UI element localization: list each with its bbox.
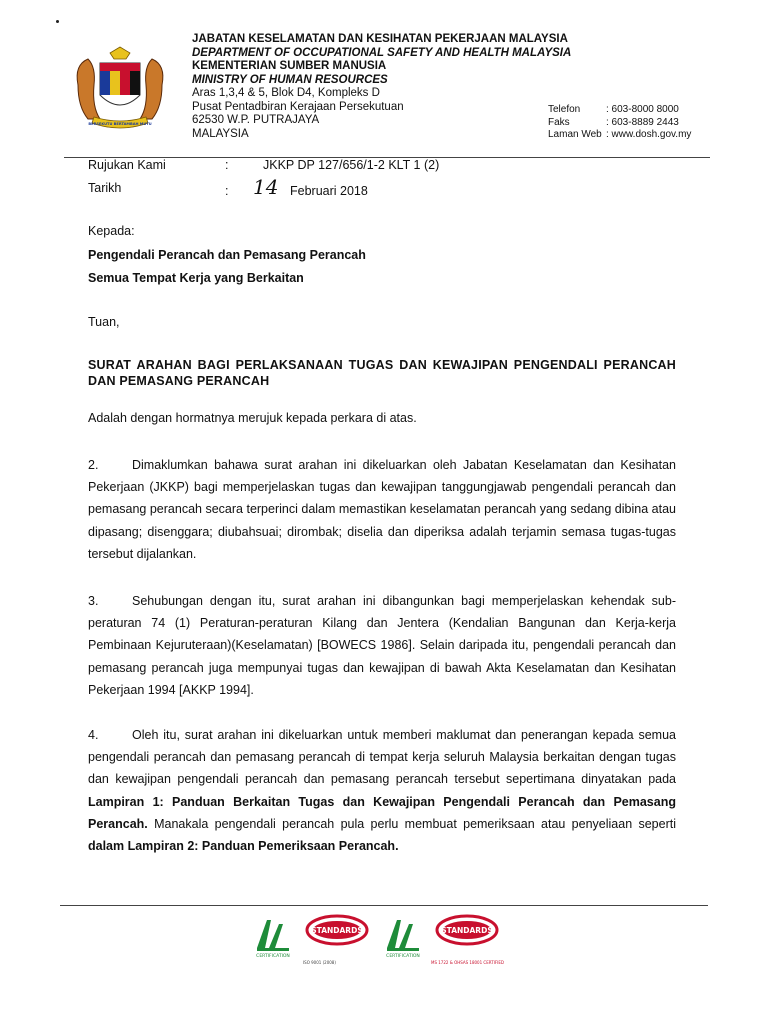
web-value: : www.dosh.gov.my: [606, 129, 692, 140]
phone-value: : 603-8000 8000: [606, 104, 679, 115]
certification-logo-2: [386, 920, 420, 959]
department-name-english: DEPARTMENT OF OCCUPATIONAL SAFETY AND HEALTH MALAYSIA: [192, 46, 572, 59]
address-line-2: Pusat Pentadbiran Kerajaan Persekutuan: [192, 100, 404, 113]
standards-text-1: STANDARDS: [311, 926, 363, 935]
phone-label: Telefon: [548, 104, 581, 115]
paragraph-4-text-1: Oleh itu, surat arahan ini dikeluarkan untuk memberi maklumat dan penerangan kepada semua pengendali perancah dan pemasang perancah di tempat kerja seluruh Malaysia berkaitan dengan tugas dan kewajipan pengendali perancah dan pemasang perancah tersebut sepertimana dinyatakan pada: [88, 728, 676, 787]
address-line-3: 62530 W.P. PUTRAJAYA: [192, 114, 320, 126]
attachment-1-reference: Lampiran 1: Panduan Berkaitan Tugas dan Kewajipan Pengendali Perancah dan Pemasang Perancah.: [88, 794, 676, 831]
paragraph-3: [88, 590, 676, 701]
subject-line: SURAT ARAHAN BAGI PERLAKSANAAN TUGAS DAN KEWAJIPAN PENGENDALI PERANCAH DAN PEMASANG PERANCAH: [88, 358, 676, 388]
reference-row: [88, 158, 688, 178]
paragraph-4-text-2: Manakala pengendali perancah pula perlu membuat pemeriksaan atau penyeliaan seperti: [147, 816, 676, 831]
department-name-malay: JABATAN KESELAMATAN DAN KESIHATAN PEKERJAAN MALAYSIA: [192, 33, 568, 45]
svg-text:BERSEKUTU BERTAMBAH MUTU: BERSEKUTU BERTAMBAH MUTU: [88, 122, 152, 126]
letterhead: [192, 33, 571, 141]
paragraph-4-number: 4.: [88, 728, 99, 742]
fax-value: : 603-8889 2443: [606, 116, 679, 128]
recipient-to-label: Kepada:: [88, 224, 135, 238]
date-day-handwritten: 14: [253, 175, 279, 199]
reference-colon: :: [225, 158, 229, 172]
cert-label-1: CERTIFICATION: [256, 954, 290, 959]
date-month-year: Februari 2018: [290, 184, 368, 198]
fax-label: Faks: [548, 116, 570, 128]
date-row: [88, 175, 688, 201]
cert-line-2: MS 1722 & OHSAS 18001 CERTIFIED: [431, 960, 504, 965]
certification-logos: [255, 908, 515, 972]
paragraph-3-number: 3.: [88, 594, 99, 608]
ministry-name-english: MINISTRY OF HUMAN RESOURCES: [192, 73, 388, 86]
reference-value: JKKP DP 127/656/1-2 KLT 1 (2): [263, 158, 440, 172]
malaysia-coat-of-arms-logo: [70, 45, 170, 135]
cert-label-2: CERTIFICATION: [386, 954, 420, 959]
scan-mark: [56, 20, 59, 23]
cert-line-1: ISO 9001 (2008): [303, 960, 336, 965]
reference-label: Rujukan Kami: [88, 158, 166, 172]
address-line-4: MALAYSIA: [192, 127, 249, 140]
paragraph-2-number: 2.: [88, 458, 99, 472]
opening-sentence: Adalah dengan hormatnya merujuk kepada perkara di atas.: [88, 411, 417, 425]
web-label: Laman Web: [548, 129, 602, 140]
address-line-1: Aras 1,3,4 & 5, Blok D4, Kompleks D: [192, 87, 380, 99]
date-colon: :: [225, 184, 229, 198]
standards-logo-2: [437, 916, 497, 944]
salutation: Tuan,: [88, 315, 120, 329]
paragraph-4: [88, 724, 676, 857]
certification-logo-1: [256, 920, 290, 959]
contact-block: [548, 104, 691, 142]
paragraph-2-text: Dimaklumkan bahawa surat arahan ini dikeluarkan oleh Jabatan Keselamatan dan Kesihatan Pekerjaan (JKKP) bagi memperjelaskan tugas dan kewajipan tanggungjawab pengendali perancah dan pemasang perancah secara terperinci dalam memastikan keselamatan perancah yang sedang dibina atau dipasang; disenggara; diubahsuai; dirombak; diselia dan diperiksa adalah terjamin semasa tugas-tugas tersebut dijalankan.: [88, 458, 676, 561]
paragraph-3-text: Sehubungan dengan itu, surat arahan ini dibangunkan bagi memperjelaskan kehendak sub-peraturan 74 (1) Peraturan-peraturan Kilang dan Jentera (Kendalian Bangunan dan Kerja-kerja Pembinaan Kejuruteraan)(Keselamatan) [BOWECS 1986]. Selain daripada itu, pengendali perancah dan pemasang perancah juga mempunyai tugas dan kewajipan di bawah Akta Keselamatan dan Kesihatan Pekerjaan 1994 [AKKP 1994].: [88, 594, 676, 697]
recipient-line-2: Semua Tempat Kerja yang Berkaitan: [88, 271, 304, 285]
standards-logo-1: [307, 916, 367, 944]
ministry-name-malay: KEMENTERIAN SUMBER MANUSIA: [192, 60, 387, 72]
attachment-2-reference: dalam Lampiran 2: Panduan Pemeriksaan Perancah.: [88, 839, 399, 854]
paragraph-2: [88, 454, 676, 565]
recipient-line-1: Pengendali Perancah dan Pemasang Perancah: [88, 248, 366, 262]
standards-text-2: STANDARDS: [441, 926, 493, 935]
date-label: Tarikh: [88, 181, 122, 195]
footer-divider: [60, 905, 708, 906]
